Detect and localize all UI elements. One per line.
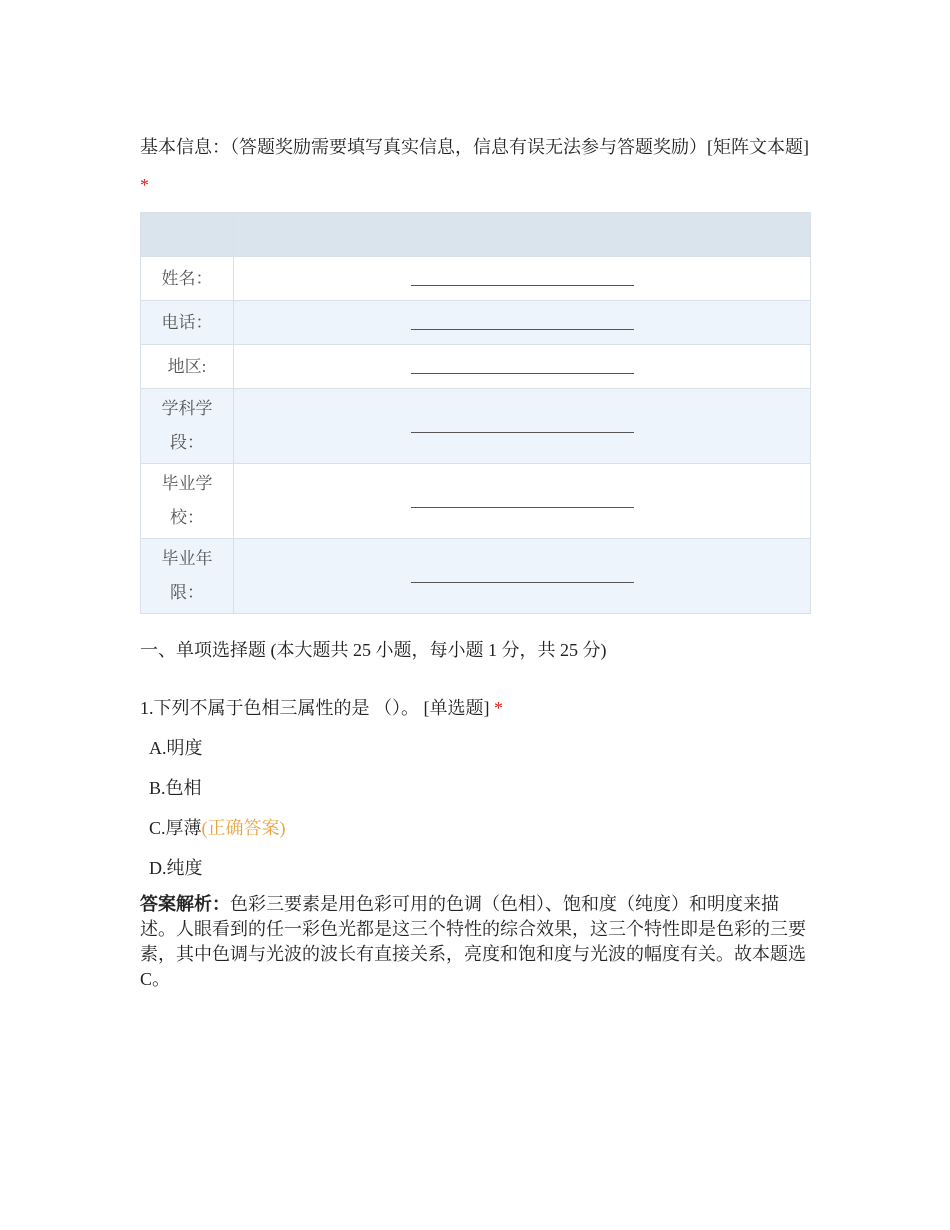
option-text: A.明度	[149, 738, 203, 758]
fill-blank-line[interactable]	[411, 418, 634, 433]
info-title-text: 基本信息：（答题奖励需要填写真实信息，信息有误无法参与答题奖励）[矩阵文本题]	[140, 137, 809, 157]
name-field[interactable]	[234, 257, 811, 301]
question-text: 1.下列不属于色相三属性的是 （）。 [单选题]	[140, 698, 490, 718]
matrix-header-field-cell	[234, 213, 811, 257]
matrix-header-row	[141, 213, 811, 257]
matrix-row-graduation-year	[141, 539, 811, 614]
survey-page	[140, 128, 812, 992]
option-text: B.色相	[149, 778, 202, 798]
section-title: 一、单项选择题 (本大题共 25 小题，每小题 1 分，共 25 分)	[140, 640, 607, 660]
fill-blank-line[interactable]	[411, 271, 634, 286]
option-a[interactable]	[140, 734, 812, 762]
analysis-label: 答案解析：	[140, 894, 230, 914]
option-d[interactable]	[140, 854, 812, 882]
option-c[interactable]	[140, 814, 812, 842]
graduation-year-field[interactable]	[234, 539, 811, 614]
option-b[interactable]	[140, 774, 812, 802]
fill-blank-line[interactable]	[411, 493, 634, 508]
matrix-row-label: 电话：	[141, 301, 234, 345]
matrix-row-label: 地区:	[141, 345, 234, 389]
matrix-row-subject	[141, 389, 811, 464]
matrix-row-label	[141, 539, 234, 614]
info-matrix-table	[140, 212, 811, 614]
subject-field[interactable]	[234, 389, 811, 464]
phone-field[interactable]	[234, 301, 811, 345]
matrix-row-label	[141, 389, 234, 464]
options-list	[140, 734, 812, 882]
required-mark: *	[140, 175, 149, 195]
matrix-row-label-text: 学科学段：	[161, 399, 213, 452]
matrix-row-label-text: 毕业学校：	[161, 474, 213, 527]
matrix-row-school	[141, 464, 811, 539]
fill-blank-line[interactable]	[411, 359, 634, 374]
question-title	[140, 694, 812, 722]
option-text: C.厚薄	[149, 818, 202, 838]
matrix-row-label-text: 毕业年限：	[161, 549, 213, 602]
matrix-row-phone	[141, 301, 811, 345]
required-mark: *	[494, 698, 503, 718]
fill-blank-line[interactable]	[411, 315, 634, 330]
fill-blank-line[interactable]	[411, 568, 634, 583]
info-question-title	[140, 128, 812, 204]
matrix-row-label	[141, 464, 234, 539]
matrix-row-label: 姓名：	[141, 257, 234, 301]
option-text: D.纯度	[149, 858, 203, 878]
answer-analysis	[140, 892, 812, 992]
school-field[interactable]	[234, 464, 811, 539]
region-field[interactable]	[234, 345, 811, 389]
matrix-row-region	[141, 345, 811, 389]
matrix-row-name	[141, 257, 811, 301]
analysis-text: 色彩三要素是用色彩可用的色调（色相）、饱和度（纯度）和明度来描述。人眼看到的任一彩色光都是这三个特性的综合效果，这三个特性即是色彩的三要素，其中色调与光波的波长有直接关系，亮度和饱和度与光波的幅度有关。故本题选 C。	[140, 894, 806, 989]
correct-answer-tag: (正确答案)	[201, 818, 286, 838]
matrix-header-label-cell	[141, 213, 234, 257]
